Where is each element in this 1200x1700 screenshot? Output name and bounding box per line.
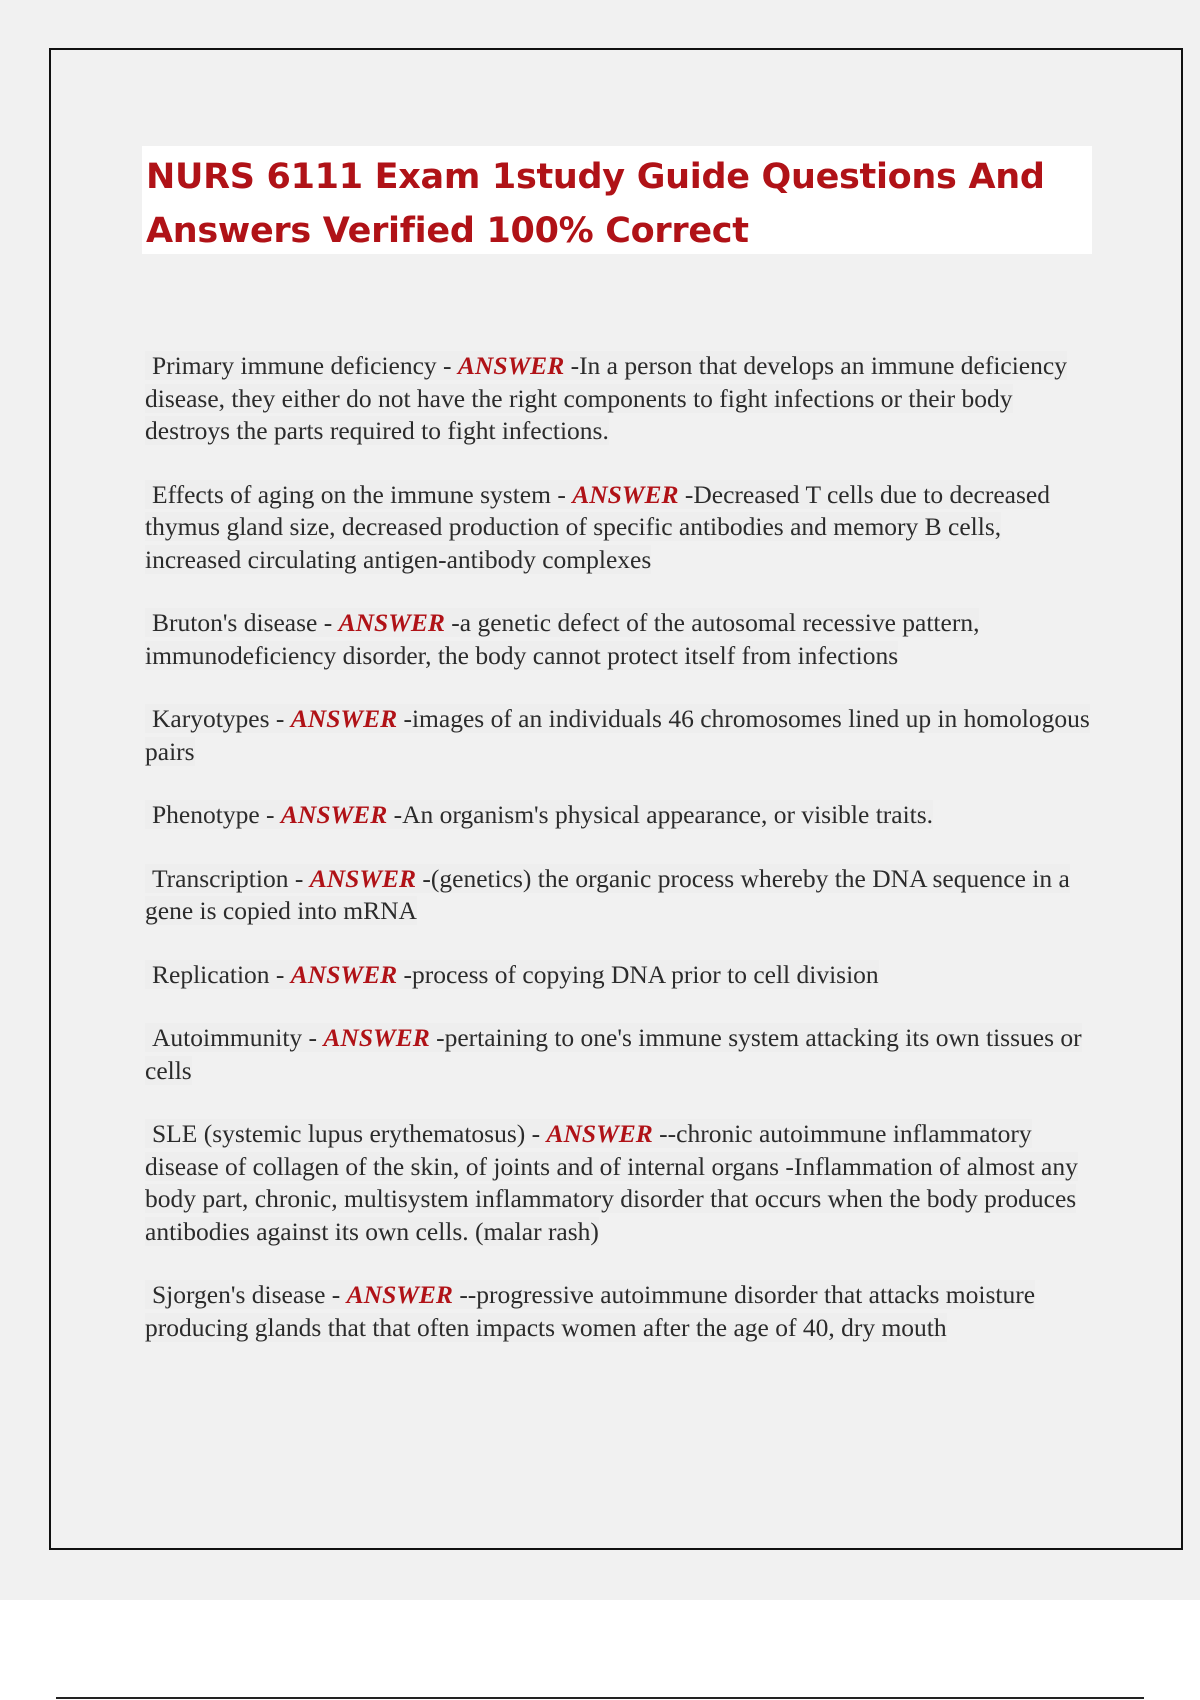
answer-label: ANSWER xyxy=(457,351,565,380)
qa-item xyxy=(145,863,1090,928)
qa-term: Replication - xyxy=(145,960,291,989)
answer-label: ANSWER xyxy=(346,1280,453,1309)
footer-divider xyxy=(56,1697,1144,1699)
qa-item xyxy=(145,479,1090,577)
qa-item xyxy=(145,799,1090,832)
qa-item xyxy=(145,350,1090,448)
answer-label: ANSWER xyxy=(290,959,398,989)
answer-label: ANSWER xyxy=(572,479,679,509)
qa-item xyxy=(145,607,1090,672)
qa-term: Sjorgen's disease - xyxy=(145,1280,347,1309)
qa-item xyxy=(145,959,1090,992)
document-title: NURS 6111 Exam 1study Guide Questions And Answers Verified 100% Correct xyxy=(146,157,1045,251)
qa-answer: -process of copying DNA prior to cell division xyxy=(397,959,879,989)
qa-term: Karyotypes - xyxy=(145,704,291,733)
qa-answer: --chronic autoimmune inflammatory disease of collagen of the skin, of joints and of internal organs -Inflammation of almost any body part, chronic, multisystem inflammatory disorder that occurs when the body produces antibodies against its own cells. (malar rash) xyxy=(145,1119,1078,1246)
answer-label: ANSWER xyxy=(546,1119,653,1148)
qa-term: Primary immune deficiency - xyxy=(145,351,458,380)
qa-term: Bruton's disease - xyxy=(145,608,339,637)
qa-answer: --progressive autoimmune disorder that attacks moisture producing glands that that often impacts women after the age of 40, dry mouth xyxy=(145,1280,1036,1342)
qa-answer: -a genetic defect of the autosomal recessive pattern, immunodeficiency disorder, the body cannot protect itself from infections xyxy=(145,608,980,670)
qa-item xyxy=(145,703,1090,768)
qa-answer: -Decreased T cells due to decreased thymus gland size, decreased production of specific antibodies and memory B cells, increased circulating antigen-antibody complexes xyxy=(145,479,1050,574)
qa-answer: -images of an individuals 46 chromosomes lined up in homologous pairs xyxy=(145,704,1090,766)
answer-label: ANSWER xyxy=(290,704,398,733)
qa-term: Autoimmunity - xyxy=(145,1023,323,1052)
qa-item xyxy=(145,1118,1090,1248)
qa-term: SLE (systemic lupus erythematosus) - xyxy=(145,1119,546,1148)
qa-list xyxy=(145,350,1090,1375)
qa-term: Effects of aging on the immune system - xyxy=(145,480,572,509)
answer-label: ANSWER xyxy=(323,1023,430,1052)
qa-answer: -In a person that develops an immune deficiency disease, they either do not have the right components to fight infections or their body destroys the parts required to fight infections. xyxy=(145,351,1067,445)
answer-label: ANSWER xyxy=(309,863,417,893)
qa-answer: -pertaining to one's immune system attacking its own tissues or cells xyxy=(145,1023,1082,1085)
qa-answer: -(genetics) the organic process whereby the DNA sequence in a gene is copied into mRNA xyxy=(145,863,1070,925)
answer-label: ANSWER xyxy=(338,608,445,637)
qa-term: Transcription - xyxy=(145,864,310,893)
qa-item xyxy=(145,1279,1090,1344)
qa-item xyxy=(145,1022,1090,1087)
answer-label: ANSWER xyxy=(280,800,388,829)
title-banner xyxy=(142,146,1092,254)
qa-term: Phenotype - xyxy=(145,800,281,829)
qa-answer: -An organism's physical appearance, or visible traits. xyxy=(387,800,934,829)
